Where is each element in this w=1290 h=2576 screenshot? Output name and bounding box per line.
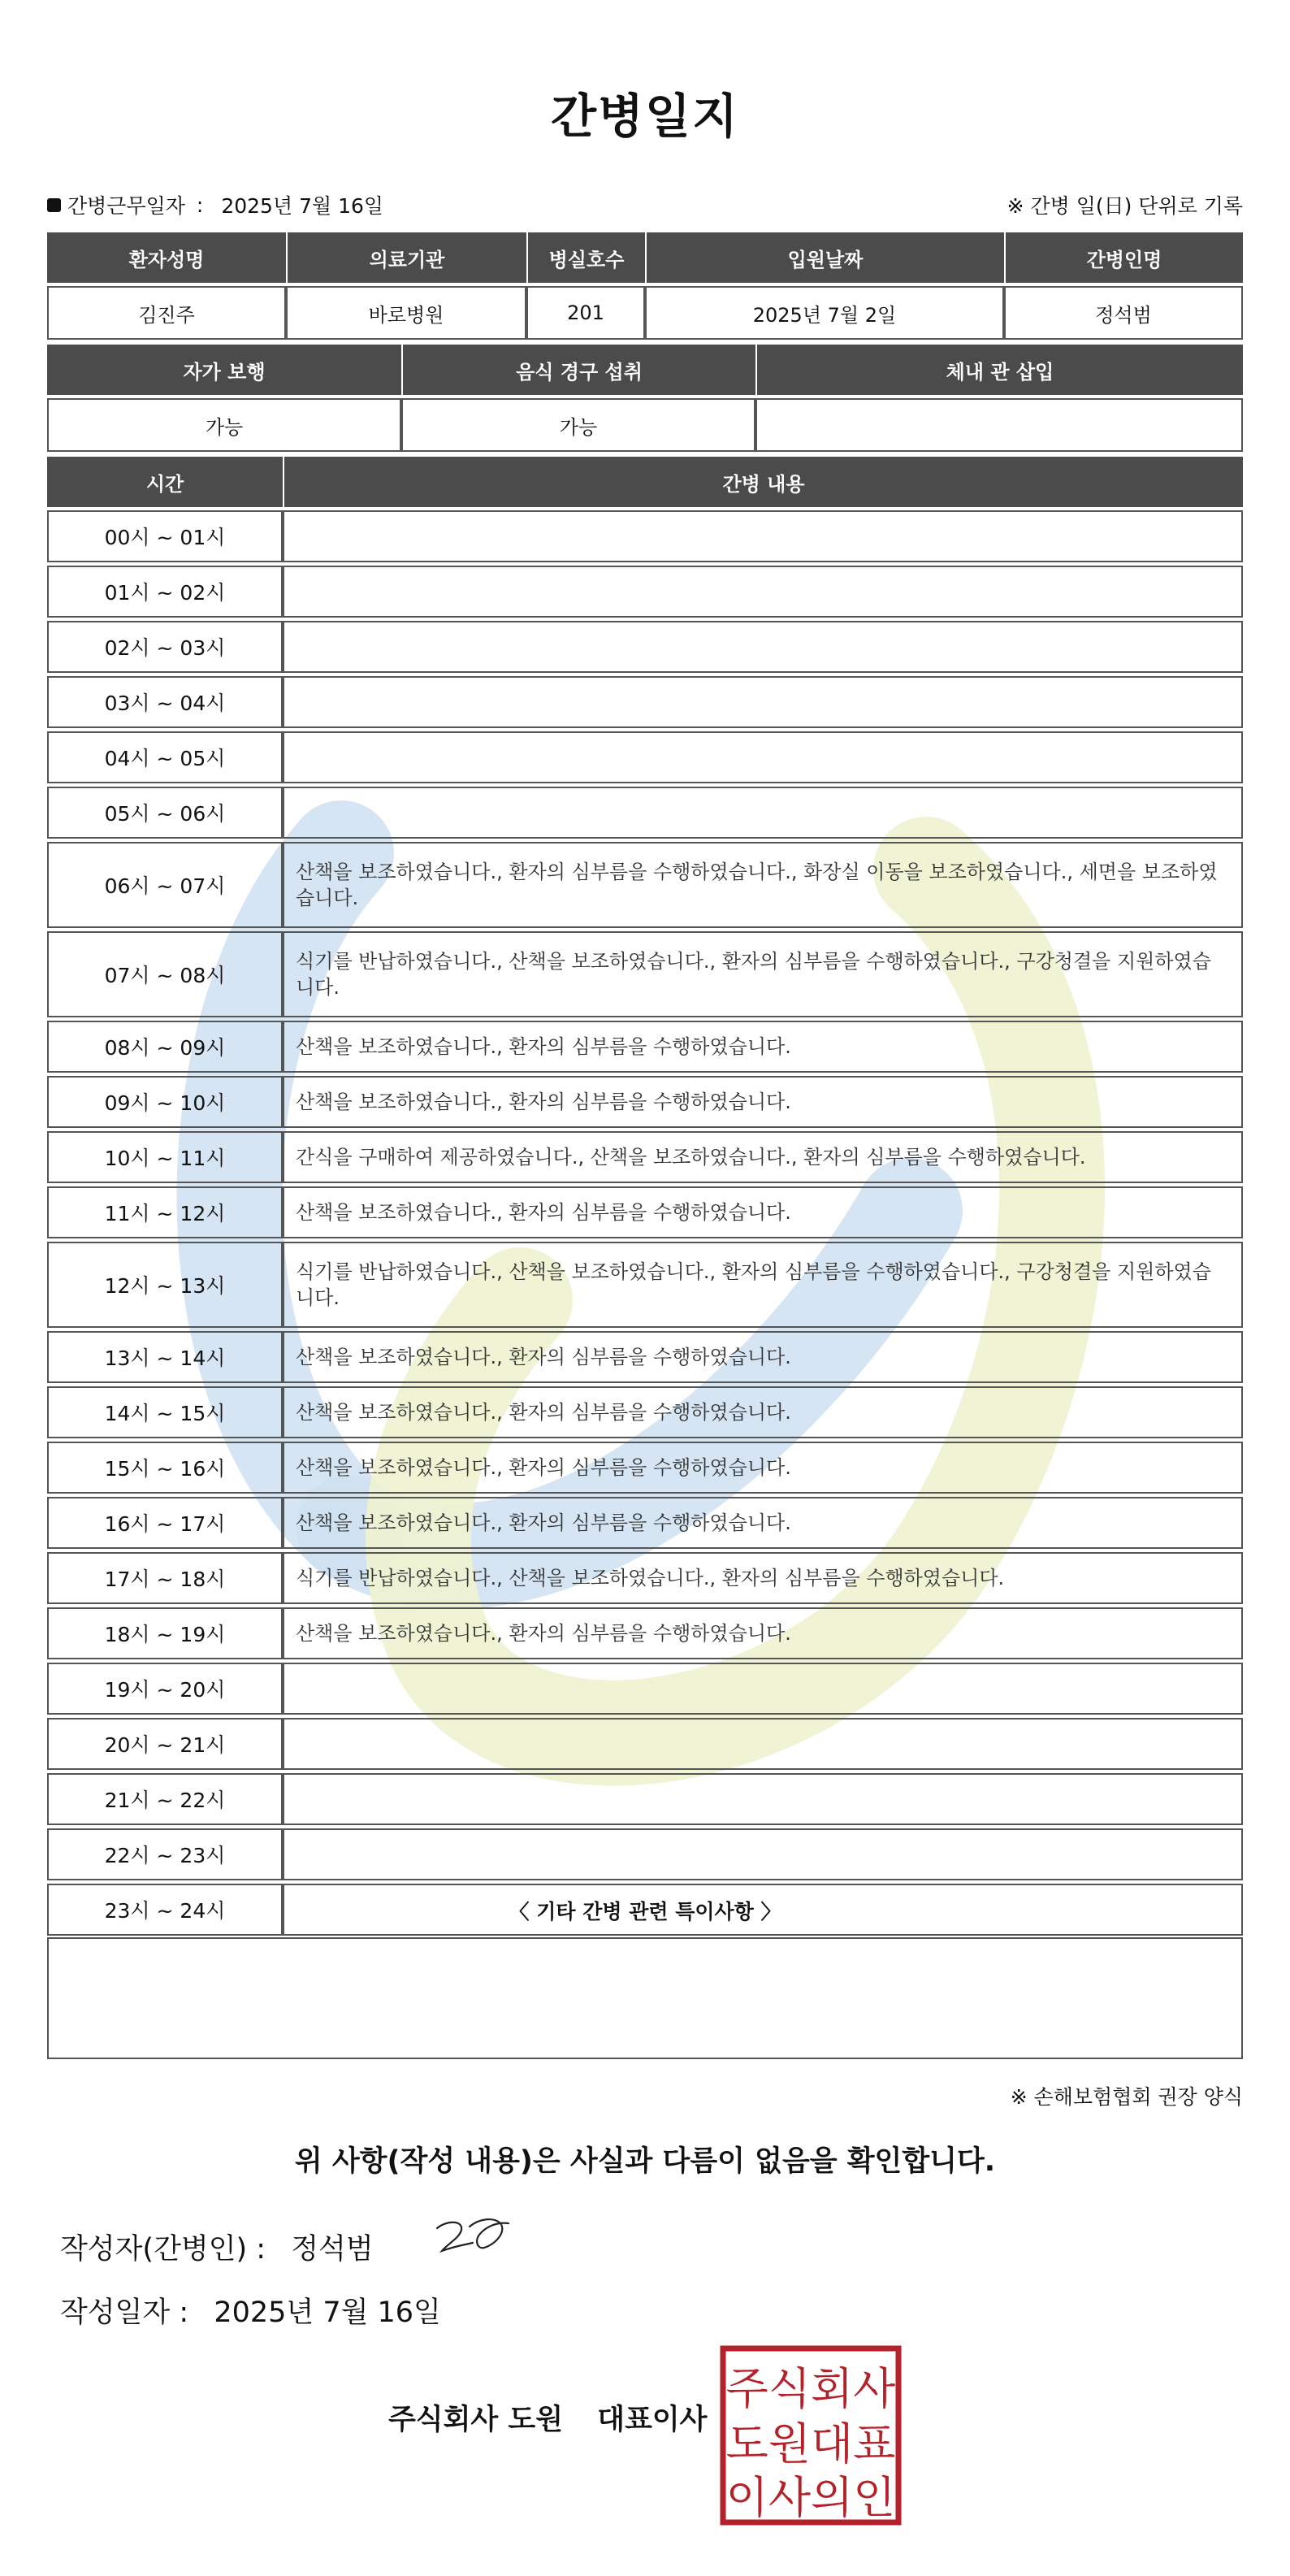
care-log-content: 산책을 보조하였습니다., 환자의 심부름을 수행하였습니다.: [283, 1442, 1243, 1494]
care-log-time: 10시 ~ 11시: [47, 1131, 283, 1183]
written-date-value: 2025년 7월 16일: [214, 2296, 441, 2329]
work-date-line: [47, 190, 383, 219]
company-ceo-title: 대표이사: [597, 2404, 708, 2436]
care-log-row: [47, 787, 1243, 839]
form-source-note: ※ 손해보험협회 권장 양식: [1010, 2085, 1243, 2109]
header-caregiver-name: 간병인명: [1004, 232, 1243, 283]
self-walking-value: 가능: [47, 398, 401, 452]
care-log-content: 산책을 보조하였습니다., 환자의 심부름을 수행하였습니다.: [283, 1186, 1243, 1238]
care-log-row: [47, 1386, 1243, 1438]
care-log-time: 02시 ~ 03시: [47, 621, 283, 673]
company-line: [388, 2397, 707, 2438]
care-log-content: [283, 1828, 1243, 1880]
care-log-time: 06시 ~ 07시: [47, 842, 283, 928]
patient-status-header-row: [47, 345, 1243, 395]
care-log-row: [47, 1186, 1243, 1238]
work-date-colon: :: [196, 193, 204, 217]
care-log-table: [47, 453, 1243, 1939]
patient-info-header-row: [47, 232, 1243, 283]
care-log-time: 18시 ~ 19시: [47, 1607, 283, 1659]
bullet-square-icon: [47, 198, 61, 212]
care-log-row: [47, 931, 1243, 1017]
care-log-row: [47, 1442, 1243, 1494]
writer-line: [60, 2227, 374, 2267]
care-log-content: 산책을 보조하였습니다., 환자의 심부름을 수행하였습니다., 화장실 이동을 보조하였습니다., 세면을 보조하였습니다.: [283, 842, 1243, 928]
writer-name: 정석범: [291, 2233, 374, 2266]
oral-intake-value: 가능: [401, 398, 755, 452]
header-tube-insertion: 체내 관 삽입: [755, 345, 1243, 395]
care-log-content: [283, 1718, 1243, 1770]
care-log-content: 산책을 보조하였습니다., 환자의 심부름을 수행하였습니다.: [283, 1331, 1243, 1383]
care-log-time: 16시 ~ 17시: [47, 1497, 283, 1549]
admission-date: 2025년 7월 2일: [645, 286, 1004, 340]
care-log-content: [283, 1663, 1243, 1715]
care-log-row: [47, 1663, 1243, 1715]
care-log-row: [47, 731, 1243, 783]
company-seal-stamp: [720, 2345, 902, 2526]
care-log-time: 00시 ~ 01시: [47, 510, 283, 562]
care-log-time: 17시 ~ 18시: [47, 1552, 283, 1604]
header-room-number: 병실호수: [526, 232, 645, 283]
patient-info-value-row: [47, 286, 1243, 340]
patient-name: 김진주: [47, 286, 286, 340]
care-log-row: [47, 1331, 1243, 1383]
daily-record-note: ※ 간병 일(日) 단위로 기록: [1006, 194, 1243, 218]
hospital-name: 바로병원: [286, 286, 526, 340]
care-log-time: 01시 ~ 02시: [47, 566, 283, 618]
writer-label: 작성자(간병인) :: [60, 2233, 266, 2266]
header-admission-date: 입원날짜: [645, 232, 1004, 283]
care-log-row: [47, 510, 1243, 562]
care-log-time: 15시 ~ 16시: [47, 1442, 283, 1494]
care-log-header-row: [47, 457, 1243, 507]
care-log-content: [283, 510, 1243, 562]
care-log-time: 07시 ~ 08시: [47, 931, 283, 1017]
confirmation-statement: 위 사항(작성 내용)은 사실과 다름이 없음을 확인합니다.: [294, 2145, 996, 2178]
care-log-content: [283, 1773, 1243, 1825]
header-care-content: 간병 내용: [283, 457, 1243, 507]
care-log-row: [47, 621, 1243, 673]
care-log-content: [283, 676, 1243, 728]
care-log-time: 14시 ~ 15시: [47, 1386, 283, 1438]
care-log-time: 11시 ~ 12시: [47, 1186, 283, 1238]
patient-status-table: [47, 341, 1243, 455]
care-log-content: 식기를 반납하였습니다., 산책을 보조하였습니다., 환자의 심부름을 수행하였습니다., 구강청결을 지원하였습니다.: [283, 1242, 1243, 1328]
care-log-row: [47, 1497, 1243, 1549]
care-log-time: 20시 ~ 21시: [47, 1718, 283, 1770]
seal-line-2: 도원대표: [725, 2418, 896, 2470]
care-log-content: 산책을 보조하였습니다., 환자의 심부름을 수행하였습니다.: [283, 1076, 1243, 1128]
work-date-label: 간병근무일자: [67, 194, 185, 218]
care-log-row: [47, 566, 1243, 618]
written-date-line: [60, 2290, 441, 2331]
care-log-time: 03시 ~ 04시: [47, 676, 283, 728]
care-log-time: 19시 ~ 20시: [47, 1663, 283, 1715]
care-log-content: 산책을 보조하였습니다., 환자의 심부름을 수행하였습니다.: [283, 1497, 1243, 1549]
care-log-row: [47, 842, 1243, 928]
care-log-row: [47, 1607, 1243, 1659]
care-log-row: [47, 676, 1243, 728]
document-title: 간병일지: [550, 89, 740, 144]
care-log-content: 산책을 보조하였습니다., 환자의 심부름을 수행하였습니다.: [283, 1386, 1243, 1438]
care-log-time: 09시 ~ 10시: [47, 1076, 283, 1128]
handwritten-signature: [431, 2212, 520, 2261]
patient-info-table: [47, 229, 1243, 343]
special-notes-box: [47, 1937, 1243, 2059]
seal-line-1: 주식회사: [725, 2363, 896, 2414]
company-name: 주식회사 도원: [388, 2404, 564, 2436]
care-log-content: 식기를 반납하였습니다., 산책을 보조하였습니다., 환자의 심부름을 수행하였습니다., 구강청결을 지원하였습니다.: [283, 931, 1243, 1017]
header-patient-name: 환자성명: [47, 232, 286, 283]
care-log-time: 21시 ~ 22시: [47, 1773, 283, 1825]
header-time: 시간: [47, 457, 283, 507]
care-log-content: [283, 566, 1243, 618]
care-log-time: 22시 ~ 23시: [47, 1828, 283, 1880]
care-log-row: [47, 1021, 1243, 1073]
care-log-row: [47, 1773, 1243, 1825]
care-log-content: 산책을 보조하였습니다., 환자의 심부름을 수행하였습니다.: [283, 1607, 1243, 1659]
care-log-row: [47, 1718, 1243, 1770]
written-date-label: 작성일자 :: [60, 2296, 189, 2329]
care-log-time: 13시 ~ 14시: [47, 1331, 283, 1383]
caregiver-name: 정석범: [1004, 286, 1243, 340]
care-log-row: [47, 1828, 1243, 1880]
header-hospital: 의료기관: [286, 232, 526, 283]
header-oral-intake: 음식 경구 섭취: [401, 345, 755, 395]
tube-insertion-value: [755, 398, 1243, 452]
seal-line-3: 이사의인: [725, 2472, 896, 2523]
special-notes-title: 〈 기타 간병 관련 특이사항 〉: [509, 1900, 781, 1923]
care-log-time: 08시 ~ 09시: [47, 1021, 283, 1073]
care-log-row: [47, 1242, 1243, 1328]
patient-status-value-row: [47, 398, 1243, 452]
care-log-row: [47, 1552, 1243, 1604]
care-log-time: 23시 ~ 24시: [47, 1884, 283, 1936]
care-log-content: [283, 731, 1243, 783]
care-log-content: 간식을 구매하여 제공하였습니다., 산책을 보조하였습니다., 환자의 심부름을 수행하였습니다.: [283, 1131, 1243, 1183]
header-self-walking: 자가 보행: [47, 345, 401, 395]
care-log-row: [47, 1131, 1243, 1183]
care-log-row: [47, 1076, 1243, 1128]
care-log-content: [283, 621, 1243, 673]
care-log-time: 04시 ~ 05시: [47, 731, 283, 783]
room-number: 201: [526, 286, 645, 340]
work-date-value: 2025년 7월 16일: [221, 194, 384, 218]
care-log-time: 05시 ~ 06시: [47, 787, 283, 839]
care-log-content: 식기를 반납하였습니다., 산책을 보조하였습니다., 환자의 심부름을 수행하였습니다.: [283, 1552, 1243, 1604]
care-log-content: [283, 787, 1243, 839]
care-log-content: 산책을 보조하였습니다., 환자의 심부름을 수행하였습니다.: [283, 1021, 1243, 1073]
care-log-time: 12시 ~ 13시: [47, 1242, 283, 1328]
